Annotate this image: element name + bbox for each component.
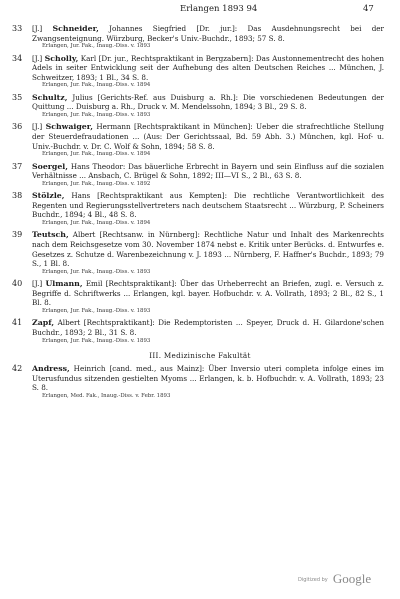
entry-text	[32, 24, 384, 43]
entry-note: Erlangen, Jur. Fak., Inaug.-Diss. v. 1894	[42, 151, 151, 158]
running-head: Erlangen 1893 94	[180, 4, 258, 14]
entry-text	[32, 162, 384, 181]
entry-author: Soergel,	[32, 161, 68, 171]
watermark-small-text: Digitized by	[298, 577, 328, 583]
entry-note: Erlangen, Jur. Fak., Inaug.-Diss. v. 1893	[42, 337, 151, 344]
bibliography-entry	[0, 24, 400, 51]
entry-prefix: [J.]	[32, 53, 43, 63]
entry-number: 38	[12, 191, 23, 201]
entry-note: Erlangen, Jur. Fak., Inaug.-Diss. v. 1894	[42, 219, 151, 226]
entry-author: Zapf,	[32, 318, 55, 328]
bibliography-entry	[0, 364, 400, 400]
entry-note: Erlangen, Jur. Fak., Inaug.-Diss. v. 1893	[42, 111, 151, 118]
entry-text	[32, 93, 384, 112]
entry-text	[32, 54, 384, 83]
entry-description: Albert [Rechtspraktikant]: Die Redemptoristen ... Speyer, Druck d. H. Gilardone'schen Buchdr., 1893; 2 Bl., 31 S. 8.	[32, 318, 384, 337]
entry-number: 34	[12, 53, 23, 63]
entry-author: Teutsch,	[32, 230, 69, 240]
section-heading: III. Medizinische Fakultät	[149, 350, 251, 360]
entry-description: Karl [Dr. jur., Rechtspraktikant in Bergzabern]: Das Austonnementrecht des hohen Adels in seiter Entwicklung seit der Aufhebung des alten Deutschen Reiches ... München, J. Schweitzer, 1893; 1 Bl., 34 S. 8.	[32, 53, 384, 82]
entry-text	[32, 191, 384, 220]
bibliography-entry	[0, 93, 400, 120]
entry-author: Ulmann,	[45, 279, 83, 289]
entry-prefix: [J.]	[32, 279, 43, 289]
page-number: 47	[363, 4, 374, 14]
entry-prefix: [J.]	[32, 24, 43, 33]
bibliography-entry	[0, 54, 400, 90]
entry-description: Heinrich [cand. med., aus Mainz]: Über Inversio uteri completa infolge eines im Uterusfundus sitzenden gestielten Myoms ... Erlangen, k. b. Hofbuchdr. v. A. Vollrath, 1893; 23 S. 8.	[32, 363, 384, 393]
entry-number: 33	[12, 24, 23, 33]
entry-note: Erlangen, Jur. Fak., Inaug.-Diss. v. 1894	[42, 82, 151, 89]
entry-number: 35	[12, 92, 23, 102]
entry-number: 37	[12, 161, 23, 171]
entry-note: Erlangen, Jur. Fak., Inaug.-Diss. v. 1892	[42, 180, 151, 187]
entry-number: 42	[12, 363, 23, 373]
entry-author: Stölzle,	[32, 191, 65, 201]
watermark-logo-text: Google	[332, 571, 372, 586]
entry-text	[32, 230, 384, 268]
entry-author: Schwaiger,	[45, 122, 94, 132]
entry-text	[32, 364, 384, 393]
entry-description: Julius [Gerichts-Ref. aus Duisburg a. Rh.]: Die vorschiedenen Bedeutungen der Quittung ... Duisburg a. Rh., Druck v. M. Mendelssohn, 1894; 3 Bl., 29 S. 8.	[32, 92, 384, 112]
bibliography-entry	[0, 318, 400, 345]
entry-text	[32, 279, 384, 308]
entry-description: Hermann [Rechtspraktikant in München]: Ueber die strafrechtliche Stellung der Steuerdefraudationen ... (Aus: Der Gerichtssaal, Bd. 59 Abh. 3.) München, kgl. Hof- u. Univ.-Buchdr. v. Dr. C. Wolf & Sohn, 1894; 58 S. 8.	[32, 122, 384, 151]
entry-number: 40	[12, 279, 23, 289]
entry-description: Hans [Rechtspraktikant aus Kempten]: Die rechtliche Verantwortlichkeit des Regenten und Regierungsstellvertreters nach deutschem Staatsrecht ... Würzburg, P. Scheiners Buchdr., 1894; 4 Bl., 48 S. 8.	[32, 191, 384, 220]
entry-description: Johannes Siegfried [Dr. jur.]: Das Ausdehnungsrecht bei der Zwangsenteignung. Würzburg, Becker's Univ.-Buchdr., 1893; 57 S. 8.	[32, 24, 384, 43]
page-header	[0, 4, 400, 18]
bibliography-entry	[0, 191, 400, 227]
digitized-watermark	[298, 568, 371, 584]
entry-description: Albert [Rechtsanw. in Nürnberg]: Rechtliche Natur und Inhalt des Markenrechts nach dem Reichsgesetze vom 30. November 1874 nebst e. Kritik unter Berücks. d. Entwurfes e. Gesetzes z. Schutze d. Warenbezeichnung v. J. 1893 ... Nürnberg, F. Haffner's Buchdr., 1893; 79 S., 1 Bl. 8.	[32, 230, 384, 269]
entry-description: Hans Theodor: Das bäuerliche Erbrecht in Bayern und sein Einfluss auf die sozialen Verhältnisse ... Ansbach, C. Brügel & Sohn, 1892; III—VI S., 2 Bl., 63 S. 8.	[32, 161, 384, 181]
bibliography-entry	[0, 230, 400, 276]
bibliography-entry	[0, 122, 400, 158]
bibliography-entry	[0, 279, 400, 315]
entry-author: Scholly,	[44, 53, 79, 63]
entry-author: Schultz,	[32, 92, 68, 102]
entry-note: Erlangen, Jur. Fak., Inaug.-Diss. v. 1893	[42, 43, 151, 50]
entry-note: Erlangen, Jur. Fak., Inaug.-Diss. v. 1893	[42, 268, 151, 275]
entry-text	[32, 318, 384, 337]
entry-number: 41	[12, 318, 23, 328]
entry-number: 36	[12, 122, 23, 132]
entry-prefix: [J.]	[32, 122, 43, 132]
entry-author: Schneider,	[52, 24, 99, 33]
bibliography-list	[0, 24, 400, 403]
entry-author: Andress,	[32, 363, 70, 373]
entry-note: Erlangen, Jur. Fak., Inaug.-Diss. v. 1893	[42, 307, 151, 314]
entry-note: Erlangen, Med. Fak., Inaug.-Diss. v. Febr. 1893	[42, 392, 171, 399]
entry-text	[32, 122, 384, 151]
entry-number: 39	[12, 230, 23, 240]
bibliography-entry	[0, 162, 400, 189]
entry-description: Emil [Rechtspraktikant]: Über das Urheberrecht an Briefen, zugl. e. Versuch z. Begriffe d. Schriftwerks ... Erlangen, kgl. bayer. Hofbuchdr. v. A. Vollrath, 1893; 2 Bl., 82 S., 1 Bl. 8.	[32, 279, 384, 308]
